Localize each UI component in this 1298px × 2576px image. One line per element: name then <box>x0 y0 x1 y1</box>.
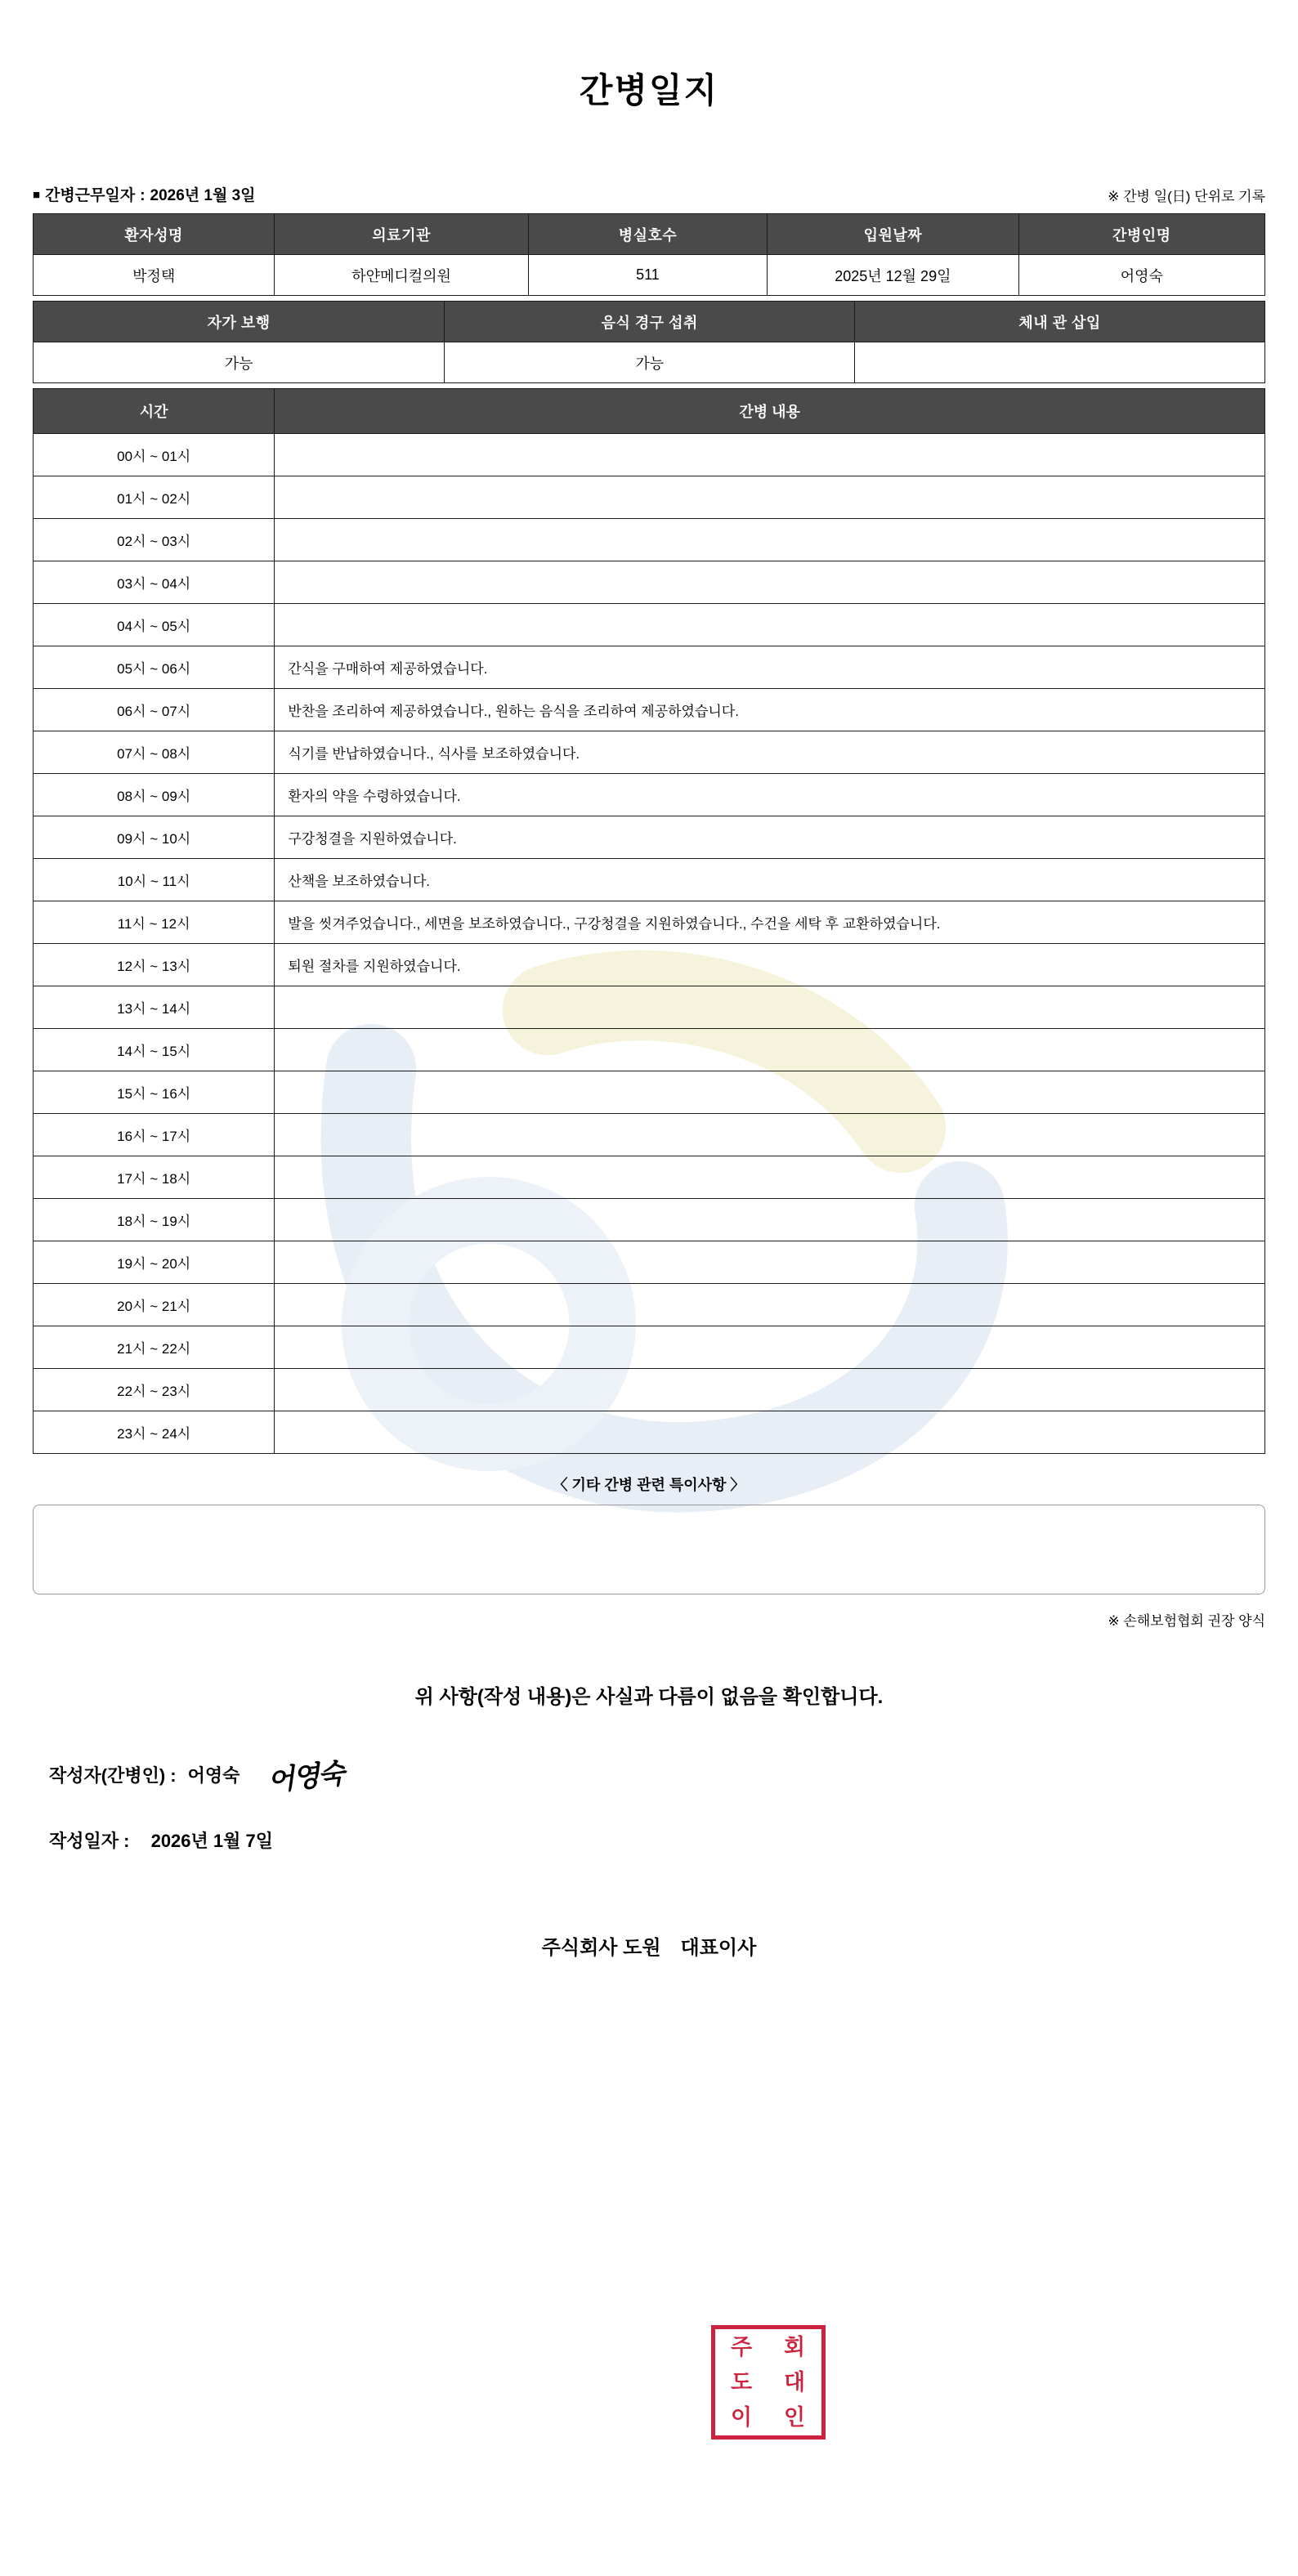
row-time: 16시 ~ 17시 <box>34 1114 275 1156</box>
author-line <box>49 1755 1298 1798</box>
table-row <box>34 1071 1265 1114</box>
condition-table <box>33 301 1265 383</box>
table-row <box>34 1029 1265 1071</box>
confirmation-statement: 위 사항(작성 내용)은 사실과 다름이 없음을 확인합니다. <box>414 1686 884 1708</box>
row-time: 17시 ~ 18시 <box>34 1156 275 1199</box>
stamp-char: 회 <box>783 2334 807 2359</box>
work-date-title: 간병근무일자 <box>45 187 136 204</box>
stamp-char: 대 <box>783 2369 807 2395</box>
table-row <box>34 476 1265 519</box>
table-row <box>34 646 1265 689</box>
header-tube-insertion: 체내 관 삽입 <box>855 302 1265 342</box>
row-content[interactable]: 산책을 보조하였습니다. <box>275 859 1265 901</box>
condition-header-row <box>34 302 1265 342</box>
stamp-char: 주 <box>730 2334 754 2359</box>
row-time: 07시 ~ 08시 <box>34 731 275 774</box>
bullet-icon: ■ <box>33 188 41 202</box>
company-seal-stamp <box>711 2325 826 2440</box>
company-line <box>0 1931 1298 1960</box>
table-row <box>34 901 1265 944</box>
value-patient-name: 박정택 <box>34 255 275 296</box>
row-content[interactable]: 반찬을 조리하여 제공하였습니다., 원하는 음식을 조리하여 제공하였습니다. <box>275 689 1265 731</box>
patient-info-value-row <box>34 255 1265 296</box>
row-content[interactable]: 식기를 반납하였습니다., 식사를 보조하였습니다. <box>275 731 1265 774</box>
table-row <box>34 561 1265 604</box>
table-row <box>34 1241 1265 1284</box>
table-row <box>34 1284 1265 1326</box>
form-source-note: ※ 손해보험협회 권장 양식 <box>1108 1613 1265 1629</box>
value-self-walking: 가능 <box>34 342 445 383</box>
row-time: 21시 ~ 22시 <box>34 1326 275 1369</box>
table-row <box>34 1326 1265 1369</box>
header-room-number: 병실호수 <box>528 214 767 255</box>
table-row <box>34 859 1265 901</box>
row-time: 01시 ~ 02시 <box>34 476 275 519</box>
table-row <box>34 689 1265 731</box>
row-content[interactable] <box>275 519 1265 561</box>
table-row <box>34 1199 1265 1241</box>
care-log-header-row <box>34 389 1265 434</box>
stamp-char: 도 <box>730 2369 754 2395</box>
table-row <box>34 944 1265 986</box>
header-hospital: 의료기관 <box>275 214 528 255</box>
table-row <box>34 1411 1265 1454</box>
stamp-char: 인 <box>783 2405 807 2431</box>
table-row <box>34 816 1265 859</box>
row-content[interactable] <box>275 1326 1265 1369</box>
table-row <box>34 1114 1265 1156</box>
table-row <box>34 731 1265 774</box>
header-caregiver-name: 간병인명 <box>1018 214 1264 255</box>
row-time: 20시 ~ 21시 <box>34 1284 275 1326</box>
row-content[interactable]: 구강청결을 지원하였습니다. <box>275 816 1265 859</box>
row-time: 11시 ~ 12시 <box>34 901 275 944</box>
header-oral-intake: 음식 경구 섭취 <box>445 302 855 342</box>
table-row <box>34 604 1265 646</box>
row-content[interactable] <box>275 561 1265 604</box>
row-content[interactable]: 퇴원 절차를 지원하였습니다. <box>275 944 1265 986</box>
header-patient-name: 환자성명 <box>34 214 275 255</box>
row-time: 14시 ~ 15시 <box>34 1029 275 1071</box>
patient-info-header-row <box>34 214 1265 255</box>
value-room-number: 511 <box>528 255 767 296</box>
patient-info-table <box>33 213 1265 296</box>
etc-section-title: 〈 기타 간병 관련 특이사항 〉 <box>553 1477 745 1493</box>
row-time: 19시 ~ 20시 <box>34 1241 275 1284</box>
row-content[interactable] <box>275 1114 1265 1156</box>
company-role: 대표이사 <box>680 1937 757 1959</box>
row-time: 12시 ~ 13시 <box>34 944 275 986</box>
header-admission-date: 입원날짜 <box>768 214 1018 255</box>
row-time: 22시 ~ 23시 <box>34 1369 275 1411</box>
row-content[interactable] <box>275 1071 1265 1114</box>
row-time: 13시 ~ 14시 <box>34 986 275 1029</box>
row-time: 10시 ~ 11시 <box>34 859 275 901</box>
row-content[interactable] <box>275 604 1265 646</box>
row-time: 02시 ~ 03시 <box>34 519 275 561</box>
row-time: 06시 ~ 07시 <box>34 689 275 731</box>
value-admission-date: 2025년 12월 29일 <box>768 255 1018 296</box>
row-time: 09시 ~ 10시 <box>34 816 275 859</box>
author-label: 작성자(간병인) : <box>49 1765 177 1786</box>
table-row <box>34 434 1265 476</box>
row-content[interactable] <box>275 434 1265 476</box>
row-content[interactable] <box>275 1369 1265 1411</box>
row-content[interactable] <box>275 1284 1265 1326</box>
row-content[interactable]: 환자의 약을 수령하였습니다. <box>275 774 1265 816</box>
author-name: 어영숙 <box>187 1765 240 1786</box>
row-content[interactable] <box>275 1156 1265 1199</box>
condition-value-row <box>34 342 1265 383</box>
unit-note: ※ 간병 일(日) 단위로 기록 <box>1108 189 1265 204</box>
work-date-value: 2026년 1월 3일 <box>150 187 256 204</box>
value-tube-insertion <box>855 342 1265 383</box>
row-time: 15시 ~ 16시 <box>34 1071 275 1114</box>
stamp-char: 이 <box>730 2405 754 2431</box>
row-time: 00시 ~ 01시 <box>34 434 275 476</box>
row-time: 04시 ~ 05시 <box>34 604 275 646</box>
row-time: 18시 ~ 19시 <box>34 1199 275 1241</box>
meta-row <box>33 183 1265 205</box>
value-oral-intake: 가능 <box>445 342 855 383</box>
write-date-label: 작성일자 : <box>49 1831 130 1851</box>
table-row <box>34 519 1265 561</box>
header-self-walking: 자가 보행 <box>34 302 445 342</box>
etc-notes-box[interactable] <box>33 1505 1265 1594</box>
header-care-content: 간병 내용 <box>275 389 1265 434</box>
value-hospital: 하얀메디컬의원 <box>275 255 528 296</box>
work-date-colon: : <box>140 187 145 204</box>
work-date-label <box>33 183 256 205</box>
row-content[interactable]: 간식을 구매하여 제공하였습니다. <box>275 646 1265 689</box>
row-content[interactable] <box>275 476 1265 519</box>
table-row <box>34 1156 1265 1199</box>
row-content[interactable] <box>275 1029 1265 1071</box>
care-log-table <box>33 388 1265 1454</box>
write-date-value: 2026년 1월 7일 <box>150 1831 273 1851</box>
row-time: 03시 ~ 04시 <box>34 561 275 604</box>
row-time: 08시 ~ 09시 <box>34 774 275 816</box>
table-row <box>34 774 1265 816</box>
table-row <box>34 986 1265 1029</box>
page-title: 간병일지 <box>579 71 719 110</box>
header-time: 시간 <box>34 389 275 434</box>
handwritten-signature: 어영숙 <box>266 1757 346 1798</box>
value-caregiver-name: 어영숙 <box>1018 255 1264 296</box>
row-content[interactable] <box>275 1199 1265 1241</box>
row-time: 05시 ~ 06시 <box>34 646 275 689</box>
company-name: 주식회사 도원 <box>541 1937 661 1959</box>
row-content[interactable] <box>275 1241 1265 1284</box>
row-content[interactable] <box>275 986 1265 1029</box>
row-content[interactable] <box>275 1411 1265 1454</box>
row-content[interactable]: 발을 씻겨주었습니다., 세면을 보조하였습니다., 구강청결을 지원하였습니다., 수건을 세탁 후 교환하였습니다. <box>275 901 1265 944</box>
table-row <box>34 1369 1265 1411</box>
write-date-line <box>49 1827 1298 1853</box>
row-time: 23시 ~ 24시 <box>34 1411 275 1454</box>
